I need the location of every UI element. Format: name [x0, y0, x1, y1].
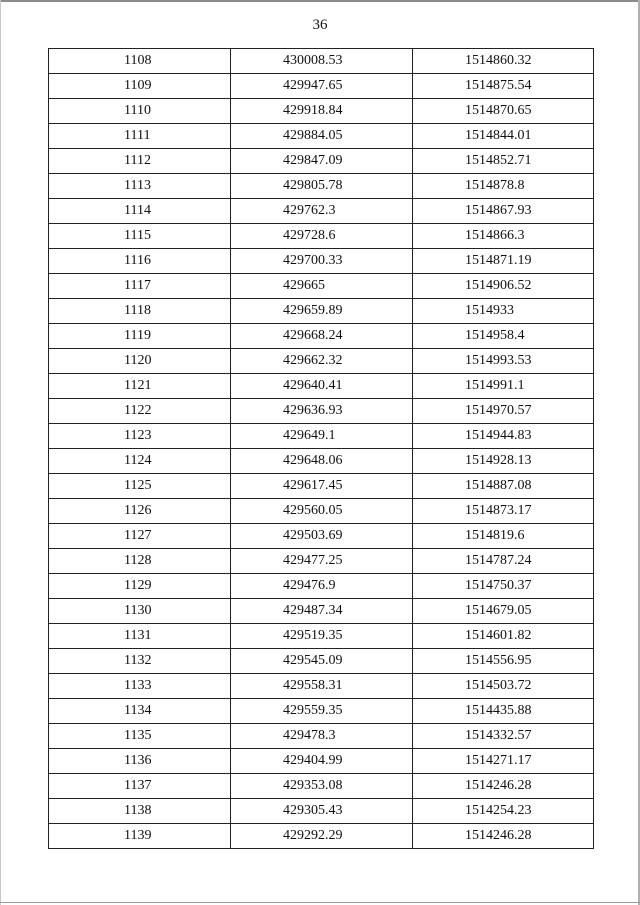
- scan-edge-top: [0, 0, 640, 2]
- point-number-cell: 1123: [49, 424, 231, 449]
- table-row: [49, 74, 594, 99]
- table-row: [49, 299, 594, 324]
- table-row: [49, 424, 594, 449]
- x-coordinate-cell: 429728.6: [231, 224, 413, 249]
- point-number-cell: 1129: [49, 574, 231, 599]
- table-row: [49, 199, 594, 224]
- table-row: [49, 49, 594, 74]
- point-number-cell: 1128: [49, 549, 231, 574]
- x-coordinate-cell: 429700.33: [231, 249, 413, 274]
- y-coordinate-cell: 1514556.95: [413, 649, 594, 674]
- y-coordinate-cell: 1514246.28: [413, 774, 594, 799]
- y-coordinate-cell: 1514679.05: [413, 599, 594, 624]
- table-row: [49, 799, 594, 824]
- table-row: [49, 724, 594, 749]
- x-coordinate-cell: 429487.34: [231, 599, 413, 624]
- point-number-cell: 1111: [49, 124, 231, 149]
- table-row: [49, 599, 594, 624]
- x-coordinate-cell: 429762.3: [231, 199, 413, 224]
- table-row: [49, 674, 594, 699]
- table-row: [49, 449, 594, 474]
- table-row: [49, 349, 594, 374]
- x-coordinate-cell: 429353.08: [231, 774, 413, 799]
- point-number-cell: 1110: [49, 99, 231, 124]
- point-number-cell: 1113: [49, 174, 231, 199]
- point-number-cell: 1132: [49, 649, 231, 674]
- table-row: [49, 149, 594, 174]
- y-coordinate-cell: 1514867.93: [413, 199, 594, 224]
- point-number-cell: 1114: [49, 199, 231, 224]
- y-coordinate-cell: 1514435.88: [413, 699, 594, 724]
- page-number: 36: [312, 17, 328, 33]
- y-coordinate-cell: 1514875.54: [413, 74, 594, 99]
- x-coordinate-cell: 429305.43: [231, 799, 413, 824]
- x-coordinate-cell: 429665: [231, 274, 413, 299]
- point-number-cell: 1130: [49, 599, 231, 624]
- scan-edge-bottom: [0, 902, 640, 903]
- y-coordinate-cell: 1514871.19: [413, 249, 594, 274]
- y-coordinate-cell: 1514860.32: [413, 49, 594, 74]
- y-coordinate-cell: 1514787.24: [413, 549, 594, 574]
- scan-edge-left: [0, 0, 1, 905]
- x-coordinate-cell: 429404.99: [231, 749, 413, 774]
- x-coordinate-cell: 429292.29: [231, 824, 413, 849]
- point-number-cell: 1135: [49, 724, 231, 749]
- point-number-cell: 1127: [49, 524, 231, 549]
- y-coordinate-cell: 1514991.1: [413, 374, 594, 399]
- x-coordinate-cell: 429545.09: [231, 649, 413, 674]
- x-coordinate-cell: 430008.53: [231, 49, 413, 74]
- x-coordinate-cell: 429636.93: [231, 399, 413, 424]
- table-row: [49, 749, 594, 774]
- point-number-cell: 1131: [49, 624, 231, 649]
- y-coordinate-cell: 1514601.82: [413, 624, 594, 649]
- point-number-cell: 1122: [49, 399, 231, 424]
- x-coordinate-cell: 429805.78: [231, 174, 413, 199]
- y-coordinate-cell: 1514852.71: [413, 149, 594, 174]
- coordinates-table-body: [49, 49, 594, 849]
- table-row: [49, 399, 594, 424]
- table-row: [49, 274, 594, 299]
- x-coordinate-cell: 429519.35: [231, 624, 413, 649]
- x-coordinate-cell: 429560.05: [231, 499, 413, 524]
- y-coordinate-cell: 1514873.17: [413, 499, 594, 524]
- point-number-cell: 1119: [49, 324, 231, 349]
- x-coordinate-cell: 429559.35: [231, 699, 413, 724]
- table-row: [49, 624, 594, 649]
- y-coordinate-cell: 1514970.57: [413, 399, 594, 424]
- x-coordinate-cell: 429649.1: [231, 424, 413, 449]
- table-row: [49, 574, 594, 599]
- y-coordinate-cell: 1514928.13: [413, 449, 594, 474]
- x-coordinate-cell: 429648.06: [231, 449, 413, 474]
- y-coordinate-cell: 1514271.17: [413, 749, 594, 774]
- point-number-cell: 1109: [49, 74, 231, 99]
- table-row: [49, 649, 594, 674]
- table-row: [49, 174, 594, 199]
- x-coordinate-cell: 429558.31: [231, 674, 413, 699]
- point-number-cell: 1134: [49, 699, 231, 724]
- x-coordinate-cell: 429640.41: [231, 374, 413, 399]
- point-number-cell: 1112: [49, 149, 231, 174]
- table-row: [49, 499, 594, 524]
- point-number-cell: 1136: [49, 749, 231, 774]
- y-coordinate-cell: 1514870.65: [413, 99, 594, 124]
- y-coordinate-cell: 1514332.57: [413, 724, 594, 749]
- table-row: [49, 324, 594, 349]
- table-row: [49, 374, 594, 399]
- table-row: [49, 124, 594, 149]
- point-number-cell: 1115: [49, 224, 231, 249]
- point-number-cell: 1138: [49, 799, 231, 824]
- table-row: [49, 524, 594, 549]
- point-number-cell: 1139: [49, 824, 231, 849]
- y-coordinate-cell: 1514993.53: [413, 349, 594, 374]
- point-number-cell: 1137: [49, 774, 231, 799]
- x-coordinate-cell: 429477.25: [231, 549, 413, 574]
- table-row: [49, 824, 594, 849]
- y-coordinate-cell: 1514503.72: [413, 674, 594, 699]
- y-coordinate-cell: 1514246.28: [413, 824, 594, 849]
- point-number-cell: 1125: [49, 474, 231, 499]
- table-row: [49, 549, 594, 574]
- point-number-cell: 1120: [49, 349, 231, 374]
- y-coordinate-cell: 1514933: [413, 299, 594, 324]
- point-number-cell: 1118: [49, 299, 231, 324]
- point-number-cell: 1116: [49, 249, 231, 274]
- x-coordinate-cell: 429847.09: [231, 149, 413, 174]
- y-coordinate-cell: 1514958.4: [413, 324, 594, 349]
- y-coordinate-cell: 1514878.8: [413, 174, 594, 199]
- x-coordinate-cell: 429476.9: [231, 574, 413, 599]
- table-row: [49, 99, 594, 124]
- table-row: [49, 249, 594, 274]
- y-coordinate-cell: 1514944.83: [413, 424, 594, 449]
- y-coordinate-cell: 1514906.52: [413, 274, 594, 299]
- x-coordinate-cell: 429884.05: [231, 124, 413, 149]
- x-coordinate-cell: 429503.69: [231, 524, 413, 549]
- y-coordinate-cell: 1514750.37: [413, 574, 594, 599]
- table-row: [49, 224, 594, 249]
- table-row: [49, 774, 594, 799]
- x-coordinate-cell: 429617.45: [231, 474, 413, 499]
- point-number-cell: 1126: [49, 499, 231, 524]
- y-coordinate-cell: 1514819.6: [413, 524, 594, 549]
- x-coordinate-cell: 429478.3: [231, 724, 413, 749]
- coordinates-table: [48, 48, 594, 849]
- point-number-cell: 1117: [49, 274, 231, 299]
- point-number-cell: 1124: [49, 449, 231, 474]
- table-row: [49, 474, 594, 499]
- x-coordinate-cell: 429947.65: [231, 74, 413, 99]
- y-coordinate-cell: 1514866.3: [413, 224, 594, 249]
- x-coordinate-cell: 429659.89: [231, 299, 413, 324]
- x-coordinate-cell: 429918.84: [231, 99, 413, 124]
- point-number-cell: 1133: [49, 674, 231, 699]
- x-coordinate-cell: 429662.32: [231, 349, 413, 374]
- table-row: [49, 699, 594, 724]
- point-number-cell: 1108: [49, 49, 231, 74]
- point-number-cell: 1121: [49, 374, 231, 399]
- x-coordinate-cell: 429668.24: [231, 324, 413, 349]
- y-coordinate-cell: 1514844.01: [413, 124, 594, 149]
- y-coordinate-cell: 1514254.23: [413, 799, 594, 824]
- y-coordinate-cell: 1514887.08: [413, 474, 594, 499]
